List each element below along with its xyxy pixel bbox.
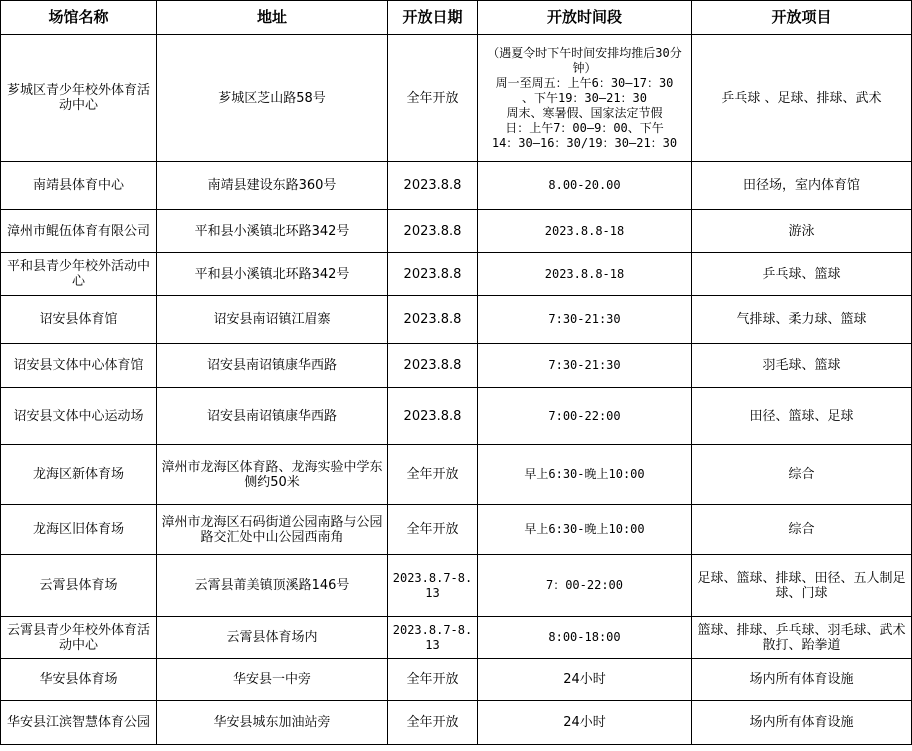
header-venue-name: 场馆名称 bbox=[1, 1, 157, 35]
table-row bbox=[1, 555, 912, 617]
venue-name: 芗城区青少年校外体育活动中心 bbox=[1, 35, 157, 162]
venue-address: 平和县小溪镇北环路342号 bbox=[157, 210, 388, 253]
open-items: 综合 bbox=[692, 445, 912, 505]
venue-name: 诏安县文体中心运动场 bbox=[1, 388, 157, 445]
hours-line: 、下午19：30—21：30 bbox=[521, 90, 648, 105]
open-date: 全年开放 bbox=[388, 35, 478, 162]
open-hours: 7:30-21:30 bbox=[478, 344, 692, 388]
table-row bbox=[1, 162, 912, 210]
open-items: 乒乓球、篮球 bbox=[692, 253, 912, 296]
venue-name: 云霄县青少年校外体育活动中心 bbox=[1, 617, 157, 659]
table-row bbox=[1, 505, 912, 555]
venue-address: 芗城区芝山路58号 bbox=[157, 35, 388, 162]
open-items: 羽毛球、篮球 bbox=[692, 344, 912, 388]
table-row bbox=[1, 617, 912, 659]
open-hours: 2023.8.8-18 bbox=[478, 210, 692, 253]
open-hours: 24小时 bbox=[478, 659, 692, 701]
open-hours: 7:30-21:30 bbox=[478, 296, 692, 344]
table-row bbox=[1, 701, 912, 745]
header-address: 地址 bbox=[157, 1, 388, 35]
venue-address: 南靖县建设东路360号 bbox=[157, 162, 388, 210]
hours-line: 周一至周五：上午6：30—17：30 bbox=[495, 75, 674, 90]
venue-name: 平和县青少年校外活动中心 bbox=[1, 253, 157, 296]
open-date: 全年开放 bbox=[388, 659, 478, 701]
venue-name: 华安县江滨智慧体育公园 bbox=[1, 701, 157, 745]
venue-address: 华安县城东加油站旁 bbox=[157, 701, 388, 745]
table-row bbox=[1, 344, 912, 388]
open-items: 场内所有体育设施 bbox=[692, 701, 912, 745]
venue-address: 漳州市龙海区石码街道公园南路与公园路交汇处中山公园西南角 bbox=[157, 505, 388, 555]
venue-name: 南靖县体育中心 bbox=[1, 162, 157, 210]
header-open-date: 开放日期 bbox=[388, 1, 478, 35]
venue-name: 漳州市鲲伍体育有限公司 bbox=[1, 210, 157, 253]
table-row bbox=[1, 35, 912, 162]
venue-name: 龙海区新体育场 bbox=[1, 445, 157, 505]
open-items: 乒乓球 、足球、排球、武术 bbox=[692, 35, 912, 162]
header-row bbox=[1, 1, 912, 35]
table-row bbox=[1, 296, 912, 344]
open-items: 篮球、排球、乒乓球、羽毛球、武术散打、跆拳道 bbox=[692, 617, 912, 659]
open-items: 足球、篮球、排球、田径、五人制足球、门球 bbox=[692, 555, 912, 617]
open-date: 全年开放 bbox=[388, 505, 478, 555]
venue-address: 华安县一中旁 bbox=[157, 659, 388, 701]
open-date: 2023.8.8 bbox=[388, 210, 478, 253]
open-date: 2023.8.7-8.13 bbox=[388, 555, 478, 617]
header-open-items: 开放项目 bbox=[692, 1, 912, 35]
open-date: 全年开放 bbox=[388, 701, 478, 745]
table-row bbox=[1, 388, 912, 445]
open-hours: 7：00-22:00 bbox=[478, 555, 692, 617]
hours-line: （遇夏令时下午时间安排均推后30分钟） bbox=[487, 45, 682, 75]
open-items: 气排球、柔力球、篮球 bbox=[692, 296, 912, 344]
open-items: 场内所有体育设施 bbox=[692, 659, 912, 701]
open-hours: 7:00-22:00 bbox=[478, 388, 692, 445]
open-date: 全年开放 bbox=[388, 445, 478, 505]
venue-address: 诏安县南诏镇康华西路 bbox=[157, 388, 388, 445]
open-hours: 8.00-20.00 bbox=[478, 162, 692, 210]
table-row bbox=[1, 253, 912, 296]
venue-address: 云霄县体育场内 bbox=[157, 617, 388, 659]
open-hours: 24小时 bbox=[478, 701, 692, 745]
venue-address: 诏安县南诏镇江眉寨 bbox=[157, 296, 388, 344]
open-hours: 8:00-18:00 bbox=[478, 617, 692, 659]
venue-name: 云霄县体育场 bbox=[1, 555, 157, 617]
venue-name: 诏安县文体中心体育馆 bbox=[1, 344, 157, 388]
open-date: 2023.8.8 bbox=[388, 388, 478, 445]
open-items: 田径、篮球、足球 bbox=[692, 388, 912, 445]
table-row bbox=[1, 659, 912, 701]
header-open-hours: 开放时间段 bbox=[478, 1, 692, 35]
open-items: 田径场，室内体育馆 bbox=[692, 162, 912, 210]
open-date: 2023.8.8 bbox=[388, 162, 478, 210]
venue-name: 华安县体育场 bbox=[1, 659, 157, 701]
open-hours: 2023.8.8-18 bbox=[478, 253, 692, 296]
venue-name: 龙海区旧体育场 bbox=[1, 505, 157, 555]
open-date: 2023.8.7-8.13 bbox=[388, 617, 478, 659]
open-hours bbox=[478, 35, 692, 162]
venue-address: 平和县小溪镇北环路342号 bbox=[157, 253, 388, 296]
open-items: 综合 bbox=[692, 505, 912, 555]
venue-address: 诏安县南诏镇康华西路 bbox=[157, 344, 388, 388]
open-items: 游泳 bbox=[692, 210, 912, 253]
open-date: 2023.8.8 bbox=[388, 253, 478, 296]
venue-name: 诏安县体育馆 bbox=[1, 296, 157, 344]
open-date: 2023.8.8 bbox=[388, 296, 478, 344]
open-date: 2023.8.8 bbox=[388, 344, 478, 388]
open-hours: 早上6:30-晚上10:00 bbox=[478, 505, 692, 555]
open-hours: 早上6:30-晚上10:00 bbox=[478, 445, 692, 505]
venue-address: 云霄县莆美镇顶溪路146号 bbox=[157, 555, 388, 617]
table-row bbox=[1, 210, 912, 253]
hours-line: 周末、寒暑假、国家法定节假 bbox=[506, 105, 663, 120]
table-row bbox=[1, 445, 912, 505]
hours-line: 日：上午7：00—9：00、下午 bbox=[505, 120, 664, 135]
venue-address: 漳州市龙海区体育路、龙海实验中学东侧约50米 bbox=[157, 445, 388, 505]
hours-line: 14：30—16：30/19：30—21：30 bbox=[491, 135, 678, 150]
